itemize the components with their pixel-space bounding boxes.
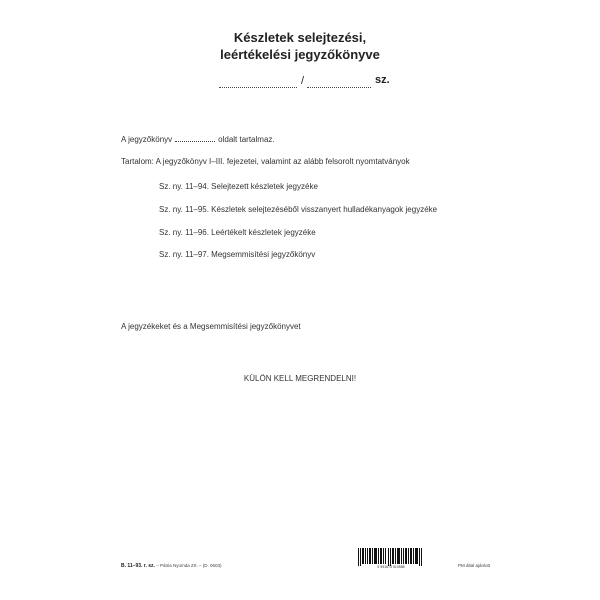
number-blank-right[interactable]: [307, 87, 371, 88]
document-number-field[interactable]: [219, 75, 389, 91]
number-separator: /: [301, 75, 305, 87]
page-count-prefix: A jegyzőkönyv: [121, 135, 173, 144]
page-count-blank[interactable]: [175, 141, 215, 142]
contents-line: Tartalom: A jegyzőkönyv I–III. fejezetei, valamint az alább felsorolt nyomtatványok: [121, 157, 410, 166]
contents-list-item: Sz. ny. 11–97. Megsemmisítési jegyzőkönyv: [159, 250, 316, 259]
barcode-number: 5 991674 510588: [377, 565, 405, 569]
publisher-info: – Pátria Nyomda Zrt. – (D. 0603): [156, 563, 222, 568]
document-title-line2: leértékelési jegyzőkönyve: [220, 47, 380, 62]
contents-list-item: Sz. ny. 11–95. Készletek selejtezéséből visszanyert hulladékanyagok jegyzéke: [159, 205, 438, 214]
document-title-line1: Készletek selejtezési,: [233, 30, 367, 45]
contents-list-item: Sz. ny. 11–94. Selejtezett készletek jegyzéke: [159, 182, 318, 191]
number-blank-left[interactable]: [219, 87, 297, 88]
order-notice: KÜLÖN KELL MEGRENDELNI!: [243, 374, 357, 383]
page-count-suffix: oldalt tartalmaz.: [218, 135, 275, 144]
separate-order-note: A jegyzékeket és a Megsemmisítési jegyzőkönyvet: [121, 322, 301, 331]
number-suffix: sz.: [375, 74, 390, 86]
form-code: B. 11–93. r. sz.: [121, 563, 155, 569]
page-count-line: [121, 135, 275, 144]
footer-recommendation: PM által ajánlott: [458, 563, 491, 568]
contents-list-item: Sz. ny. 11–96. Leértékelt készletek jegyzéke: [159, 228, 316, 237]
footer-form-info: [121, 563, 221, 569]
